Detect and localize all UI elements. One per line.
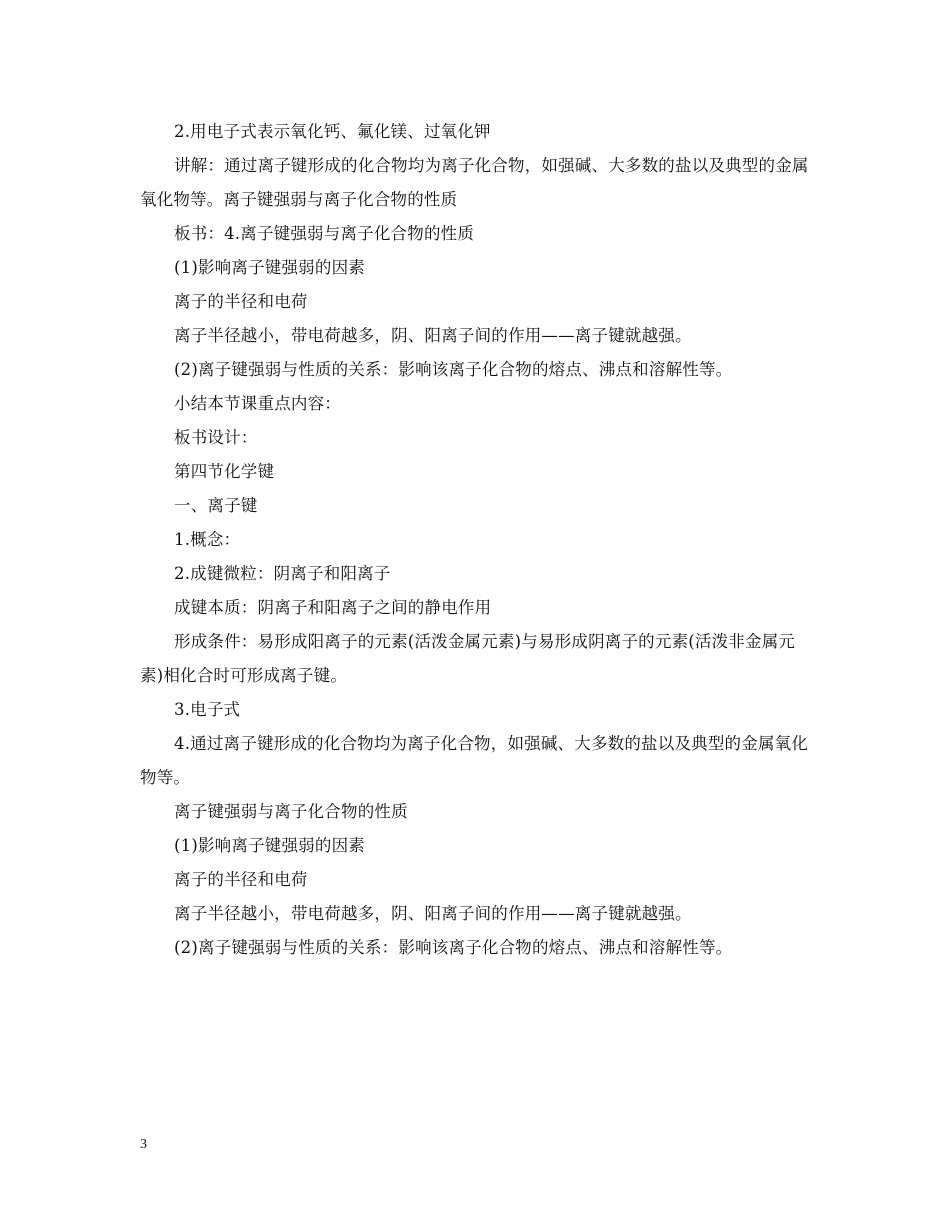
page-number: 3 — [140, 1137, 147, 1152]
paragraph: 板书设计： — [174, 428, 258, 447]
paragraph: 讲解：通过离子键形成的化合物均为离子化合物，如强碱、大多数的盐以及典型的金属氧化物等。离子键强弱与离子化合物的性质 — [140, 156, 809, 209]
paragraph: 3.电子式 — [174, 700, 241, 719]
paragraph: 1.概念： — [174, 530, 241, 549]
paragraph: (1)影响离子键强弱的因素 — [174, 836, 365, 855]
paragraph: 板书：4.离子键强弱与离子化合物的性质 — [174, 224, 475, 243]
paragraph: 形成条件：易形成阳离子的元素(活泼金属元素)与易形成阴离子的元素(活泼非金属元素)相化合时可形成离子键。 — [140, 632, 796, 685]
paragraph: 离子的半径和电荷 — [174, 292, 308, 311]
paragraph: 离子半径越小，带电荷越多，阴、阳离子间的作用——离子键就越强。 — [174, 904, 692, 923]
paragraph: 小结本节课重点内容： — [174, 394, 341, 413]
document-body — [140, 115, 812, 965]
paragraph: 4.通过离子键形成的化合物均为离子化合物，如强碱、大多数的盐以及典型的金属氧化物等。 — [140, 734, 809, 787]
paragraph: 离子的半径和电荷 — [174, 870, 308, 889]
paragraph: 离子半径越小，带电荷越多，阴、阳离子间的作用——离子键就越强。 — [174, 326, 692, 345]
paragraph: (2)离子键强弱与性质的关系：影响该离子化合物的熔点、沸点和溶解性等。 — [174, 938, 733, 957]
paragraph: 成键本质：阴离子和阳离子之间的静电作用 — [174, 598, 492, 617]
paragraph: (1)影响离子键强弱的因素 — [174, 258, 365, 277]
subsection-heading: 一、离子键 — [174, 496, 258, 515]
paragraph: 2.用电子式表示氧化钙、氟化镁、过氧化钾 — [174, 122, 491, 141]
section-heading: 第四节化学键 — [174, 462, 275, 481]
paragraph: 2.成键微粒：阴离子和阳离子 — [174, 564, 391, 583]
paragraph: (2)离子键强弱与性质的关系：影响该离子化合物的熔点、沸点和溶解性等。 — [174, 360, 733, 379]
paragraph: 离子键强弱与离子化合物的性质 — [174, 802, 408, 821]
